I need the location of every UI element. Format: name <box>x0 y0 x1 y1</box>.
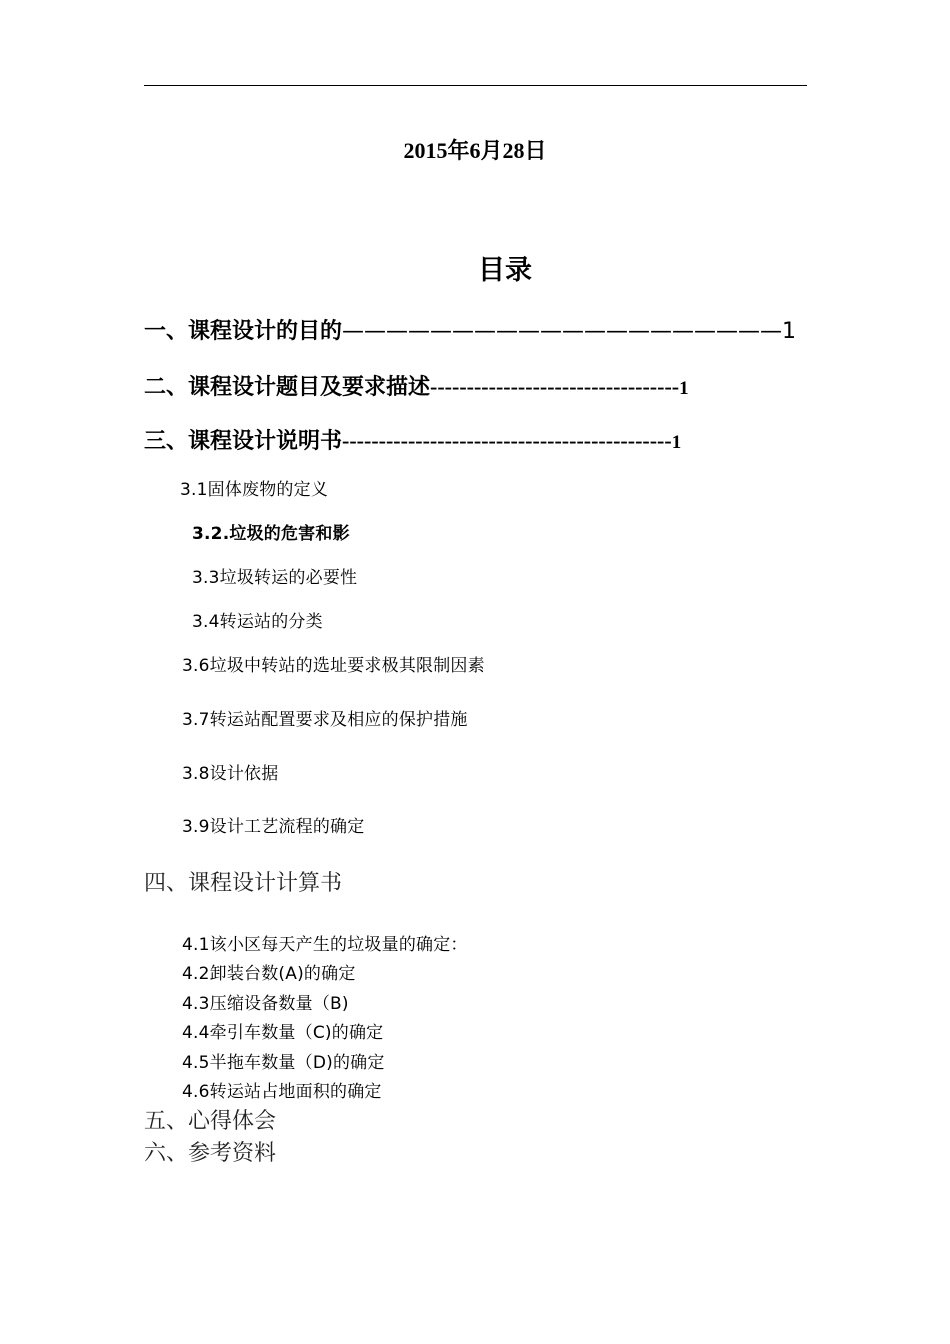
toc-title: 目录 <box>478 255 532 286</box>
toc-sub-3-6[interactable]: 3.6垃圾中转站的选址要求极其限制因素 <box>182 656 485 676</box>
toc-entry-2-label: 二、课程设计题目及要求描述 <box>144 375 431 400</box>
toc-sub-3-9[interactable]: 3.9设计工艺流程的确定 <box>182 817 365 837</box>
toc-entry-2[interactable] <box>144 370 689 401</box>
document-date: 2015年6月28日 <box>403 138 547 163</box>
toc-sub-4-6[interactable]: 4.6转运站占地面积的确定 <box>182 1082 382 1102</box>
toc-entry-1[interactable] <box>144 314 796 345</box>
toc-sub-3-7[interactable]: 3.7转运站配置要求及相应的保护措施 <box>182 710 468 730</box>
toc-sub-4-5[interactable]: 4.5半拖车数量（D)的确定 <box>182 1053 385 1073</box>
toc-sub-4-2[interactable]: 4.2卸装台数(A)的确定 <box>182 964 356 984</box>
toc-sub-3-8[interactable]: 3.8设计依据 <box>182 764 279 784</box>
toc-sub-3-2[interactable]: 3.2.垃圾的危害和影 <box>192 524 350 544</box>
toc-sub-3-4[interactable]: 3.4转运站的分类 <box>192 612 323 632</box>
toc-sub-4-4[interactable]: 4.4牵引车数量（C)的确定 <box>182 1023 384 1043</box>
toc-entry-1-page: 1 <box>782 319 797 344</box>
toc-entry-1-label: 一、课程设计的目的 <box>144 319 343 344</box>
toc-entry-3-leader: --------------------------------------------- <box>342 428 672 453</box>
toc-entry-4[interactable]: 四、课程设计计算书 <box>144 871 343 896</box>
toc-entry-3[interactable] <box>144 424 681 455</box>
header-rule <box>144 85 807 86</box>
toc-sub-4-1[interactable]: 4.1该小区每天产生的垃圾量的确定： <box>182 935 468 955</box>
toc-entry-2-leader: ---------------------------------- <box>430 374 680 399</box>
toc-sub-3-3[interactable]: 3.3垃圾转运的必要性 <box>192 568 358 588</box>
toc-sub-3-1[interactable]: 3.1固体废物的定义 <box>180 480 329 500</box>
toc-entry-3-page: 1 <box>671 432 682 453</box>
toc-entry-5[interactable]: 五、心得体会 <box>144 1109 277 1134</box>
toc-entry-3-label: 三、课程设计说明书 <box>144 429 343 454</box>
toc-sub-4-3[interactable]: 4.3压缩设备数量（B) <box>182 994 349 1014</box>
toc-entry-2-page: 1 <box>679 378 689 399</box>
toc-entry-6[interactable]: 六、参考资料 <box>144 1141 277 1166</box>
toc-entry-1-leader: ———————————————————— <box>342 319 783 344</box>
